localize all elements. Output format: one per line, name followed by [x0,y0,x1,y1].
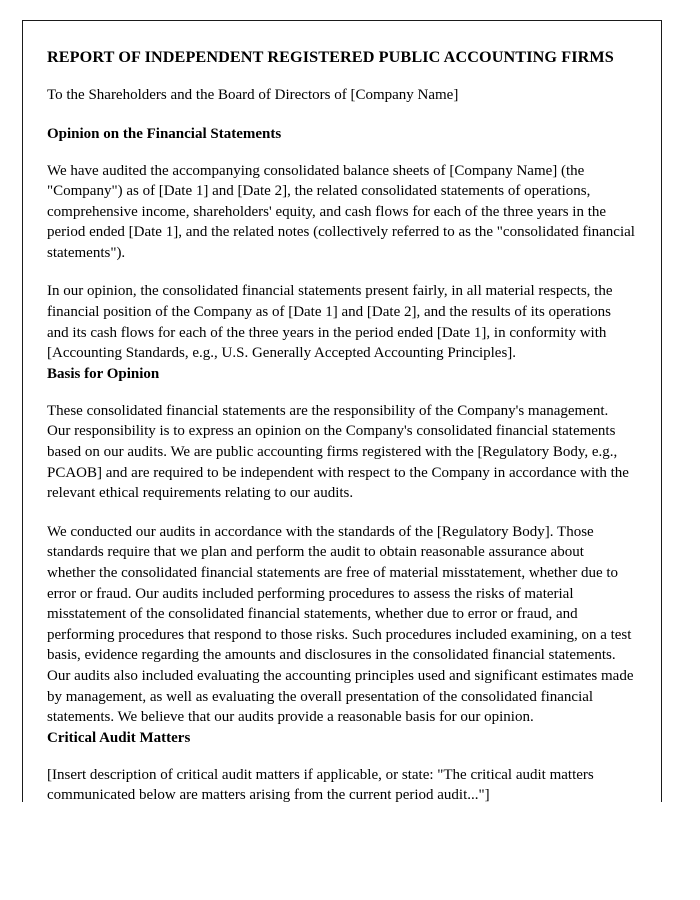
section-opinion-on-the-financial-statements [47,124,635,364]
section-paragraph: These consolidated financial statements are the responsibility of the Company's management. Our responsibility is to express an opinion on the Company's consolidated financial statements based on our audits. We are public accounting firms registered with the [Regulatory Body, e.g., PCAOB] and are required to be independent with respect to the Company in accordance with the relevant ethical requirements relating to our audits. [47,402,629,502]
document-page [22,20,662,802]
section-heading: Basis for Opinion [47,365,160,382]
page-title: REPORT OF INDEPENDENT REGISTERED PUBLIC ACCOUNTING FIRMS [47,48,614,66]
section-paragraph: We conducted our audits in accordance with the standards of the [Regulatory Body]. Those standards require that we plan and perform the audit to obtain reasonable assurance about whether the consolidated financial statements are free of material misstatement, whether due to error or fraud. Our audits included performing procedures to assess the risks of material misstatement of the consolidated financial statements, whether due to error or fraud, and performing procedures that respond to those risks. Such procedures included examining, on a test basis, evidence regarding the amounts and disclosures in the consolidated financial statements. Our audits also included evaluating the accounting principles used and significant estimates made by management, as well as evaluating the overall presentation of the consolidated financial statements. We believe that our audits provide a reasonable basis for our opinion. [47,523,634,726]
document-body [47,47,635,806]
section-heading: Opinion on the Financial Statements [47,125,282,142]
section-critical-audit-matters [47,728,635,806]
addressee-line: To the Shareholders and the Board of Directors of [Company Name] [47,87,459,103]
section-basis-for-opinion [47,364,635,728]
section-paragraph: In our opinion, the consolidated financial statements present fairly, in all material respects, the financial position of the Company as of [Date 1] and [Date 2], and the results of its operations and its cash flows for each of the three years in the period ended [Date 1], in conformity with [Accounting Standards, e.g., U.S. Generally Accepted Accounting Principles]. [47,283,613,362]
section-paragraph: [Insert description of critical audit matters if applicable, or state: "The critical audit matters communicated below are matters arising from the current period audit..."] [47,766,594,804]
section-paragraph: We have audited the accompanying consolidated balance sheets of [Company Name] (the "Company") as of [Date 1] and [Date 2], the related consolidated statements of operations, comprehensive income, shareholders' equity, and cash flows for each of the three years in the period ended [Date 1], and the related notes (collectively referred to as the "consolidated financial statements"). [47,162,635,261]
section-heading: Critical Audit Matters [47,729,191,746]
